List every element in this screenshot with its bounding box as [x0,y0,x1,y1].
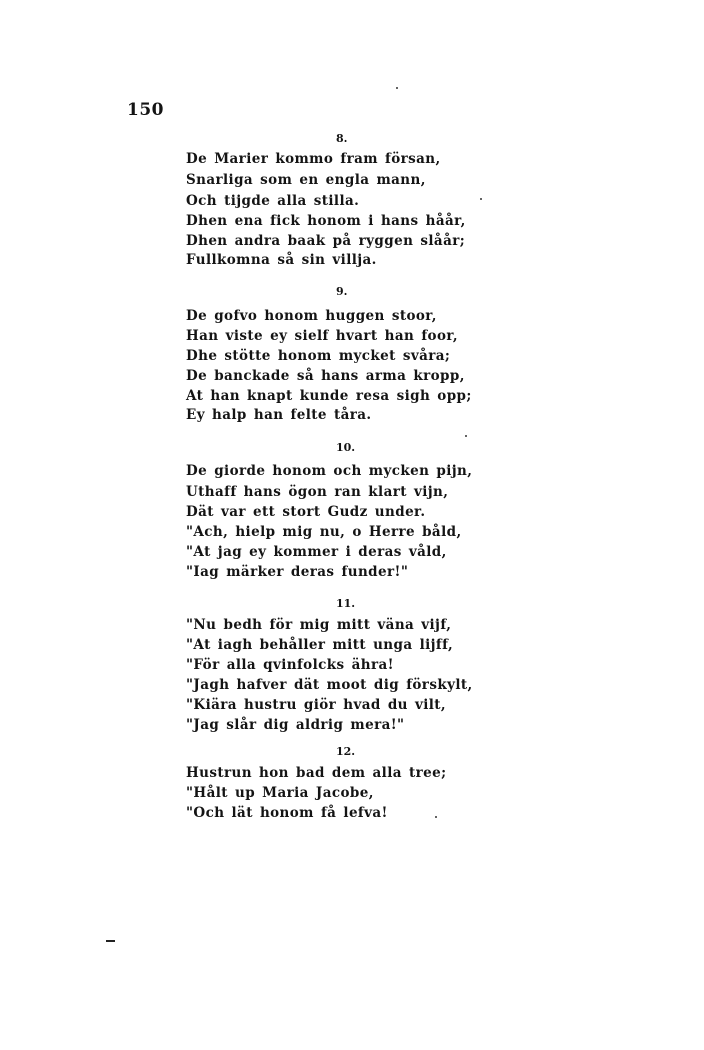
stanza-number: 8. [336,132,348,145]
verse-line: Hustrun hon bad dem alla tree; [186,765,447,781]
page-number: 150 [127,100,164,120]
verse-line: "Kiära hustru giör hvad du vilt, [186,697,447,713]
stanza-number: 11. [336,597,356,610]
stanza-number: 12. [336,745,356,758]
verse-line: Dhen andra baak på ryggen slåår; [186,233,466,249]
scan-speck [396,87,398,89]
verse-line: "Och lät honom få lefva! [186,805,388,821]
verse-line: Fullkomna så sin villja. [186,252,377,268]
verse-line: De gofvo honom huggen stoor, [186,308,437,324]
verse-line: Han viste ey sielf hvart han foor, [186,328,458,344]
margin-dash [106,940,115,942]
verse-line: Dhe stötte honom mycket svåra; [186,348,451,364]
verse-line: De banckade så hans arma kropp, [186,368,465,384]
verse-line: "At jag ey kommer i deras våld, [186,544,447,560]
verse-line: Och tijgde alla stilla. [186,193,360,209]
verse-line: "At iagh behåller mitt unga lijff, [186,637,454,653]
scan-speck [465,435,467,437]
verse-line: Dhen ena fick honom i hans håår, [186,213,466,229]
verse-line: "Ach, hielp mig nu, o Herre båld, [186,524,462,540]
verse-line: Uthaff hans ögon ran klart vijn, [186,484,449,500]
verse-line: Snarliga som en engla mann, [186,172,426,188]
verse-line: "Jagh hafver dät moot dig förskylt, [186,677,473,693]
verse-line: Ey halp han felte tåra. [186,407,372,423]
stanza-number: 9. [336,285,348,298]
scan-speck [435,816,437,818]
verse-line: De Marier kommo fram försan, [186,151,441,167]
verse-line: "För alla qvinfolcks ähra! [186,657,394,673]
verse-line: "Jag slår dig aldrig mera!" [186,717,405,733]
verse-line: Dät var ett stort Gudz under. [186,504,426,520]
verse-line: "Iag märker deras funder!" [186,564,409,580]
verse-line: "Hålt up Maria Jacobe, [186,785,374,801]
verse-line: "Nu bedh för mig mitt väna vijf, [186,617,452,633]
stanza-number: 10. [336,441,356,454]
scan-speck [480,198,482,200]
verse-line: De giorde honom och mycken pijn, [186,463,473,479]
verse-line: At han knapt kunde resa sigh opp; [186,388,472,404]
